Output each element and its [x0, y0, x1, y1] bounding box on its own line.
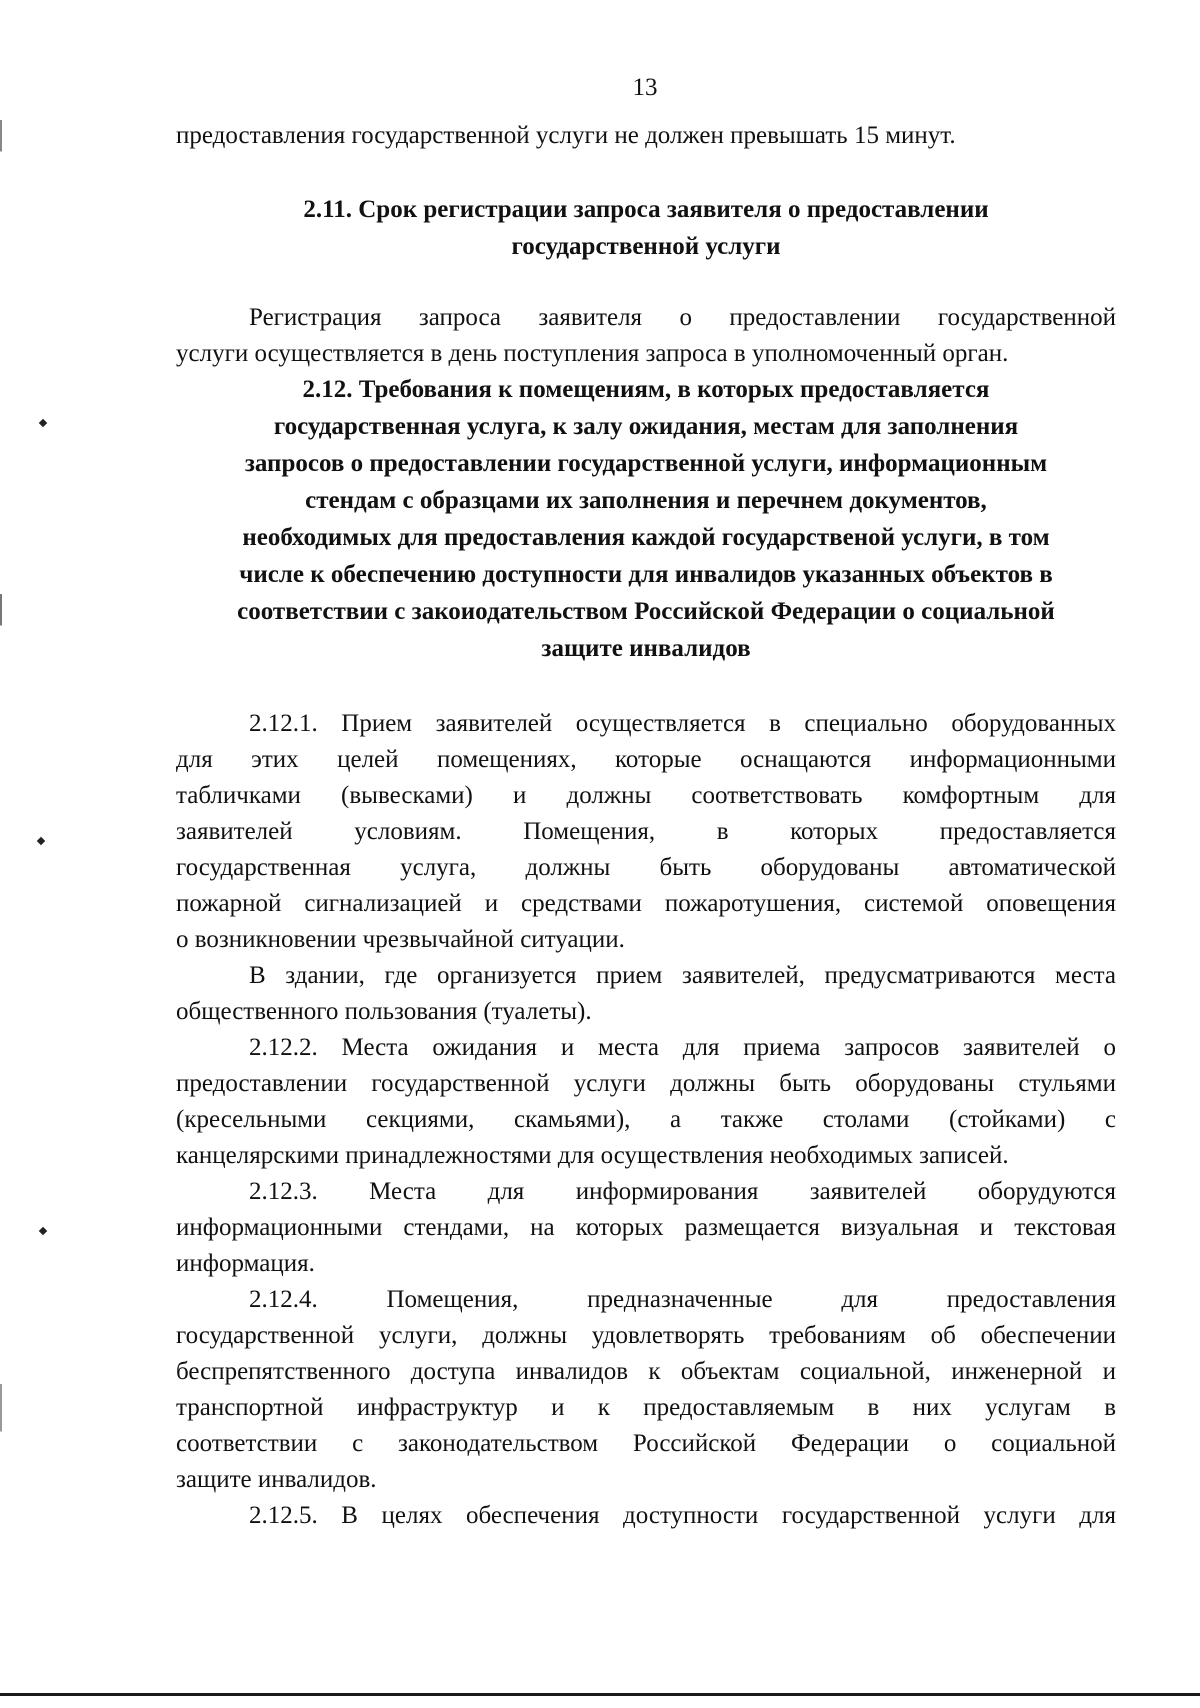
- text-line: заявителей условиям. Помещения, в которых предоставляется: [176, 818, 1116, 845]
- text-line: беспрепятственного доступа инвалидов к объектам социальной, инженерной и: [176, 1358, 1116, 1385]
- text-line: информация.: [176, 1250, 315, 1277]
- text-line: 2.12.2. Места ожидания и места для приема запросов заявителей о: [249, 1034, 1116, 1061]
- heading-line: государственная услуга, к залу ожидания, местам для заполнения: [273, 413, 1019, 440]
- text-line: табличками (вывесками) и должны соответствовать комфортным для: [176, 782, 1116, 809]
- heading-line: 2.12. Требования к помещениям, в которых предоставляется: [302, 376, 990, 403]
- section-heading-2-12: [176, 372, 1116, 668]
- heading-line: защите инвалидов: [541, 635, 751, 662]
- heading-line: необходимых для предоставления каждой государственой услуги, в том: [242, 524, 1050, 551]
- heading-line: стендам с образцами их заполнения и перечнем документов,: [305, 487, 987, 514]
- text-line: 2.12.4. Помещения, предназначенные для предоставления: [249, 1286, 1116, 1313]
- text-line: канцелярскими принадлежностями для осуществления необходимых записей.: [176, 1142, 1009, 1169]
- paragraph-2-12-1: [176, 706, 1116, 958]
- text-line: для этих целей помещениях, которые оснащаются информационными: [176, 746, 1116, 773]
- heading-line: соответствии с закоиодательством Российской Федерации о социальной: [237, 598, 1055, 625]
- heading-line: 2.11. Срок регистрации запроса заявителя о предоставлении: [303, 196, 989, 223]
- text-line: государственная услуга, должны быть оборудованы автоматической: [176, 854, 1116, 881]
- text-line: Регистрация запроса заявителя о предоставлении государственной: [249, 304, 1116, 331]
- paragraph-2-12-5: [176, 1498, 1116, 1534]
- heading-line: числе к обеспечению доступности для инвалидов указанных объектов в: [239, 561, 1053, 588]
- scan-bottom-edge: [0, 1693, 1200, 1696]
- text-line: транспортной инфраструктур и к предоставляемым в них услугам в: [176, 1394, 1116, 1421]
- paragraph-registration: [176, 300, 1116, 372]
- text-line: (кресельными секциями, скамьями), а также столами (стойками) с: [176, 1106, 1116, 1133]
- text-line: 2.12.3. Места для информирования заявителей оборудуются: [249, 1178, 1116, 1205]
- text-line: пожарной сигнализацией и средствами пожаротушения, системой оповещения: [176, 890, 1116, 917]
- intro-line: предоставления государственной услуги не должен превышать 15 минут.: [176, 122, 956, 149]
- paragraph-2-12-4: [176, 1282, 1116, 1498]
- text-line: 2.12.1. Прием заявителей осуществляется в специально оборудованных: [249, 710, 1116, 737]
- scan-edge-artifact: [0, 120, 2, 1700]
- paragraph-2-12-2: [176, 1030, 1116, 1174]
- text-line: предоставлении государственной услуги должны быть оборудованы стульями: [176, 1070, 1116, 1097]
- scan-speck: [39, 1227, 47, 1235]
- text-line: соответствии с законодательством Российской Федерации о социальной: [176, 1430, 1116, 1457]
- text-line: государственной услуги, должны удовлетворять требованиям об обеспечении: [176, 1322, 1116, 1349]
- section-heading-2-11: [176, 192, 1116, 266]
- scan-speck: [37, 837, 45, 845]
- scan-speck: [39, 419, 47, 427]
- heading-line: государственной услуги: [511, 233, 781, 260]
- text-line: В здании, где организуется прием заявителей, предусматриваются места: [249, 962, 1116, 989]
- heading-line: запросов о предоставлении государственной услуги, информационным: [244, 450, 1048, 477]
- text-line: информационными стендами, на которых размещается визуальная и текстовая: [176, 1214, 1116, 1241]
- text-line: 2.12.5. В целях обеспечения доступности государственной услуги для: [249, 1502, 1116, 1529]
- document-body: [176, 118, 1116, 1534]
- page-number: 13: [632, 74, 658, 101]
- text-line: о возникновении чрезвычайной ситуации.: [176, 926, 625, 953]
- paragraph-2-12-3: [176, 1174, 1116, 1282]
- text-line: общественного пользования (туалеты).: [176, 998, 592, 1025]
- text-line: защите инвалидов.: [176, 1466, 377, 1493]
- text-line: услуги осуществляется в день поступления запроса в уполномоченный орган.: [176, 340, 1009, 367]
- paragraph-toilets: [176, 958, 1116, 1030]
